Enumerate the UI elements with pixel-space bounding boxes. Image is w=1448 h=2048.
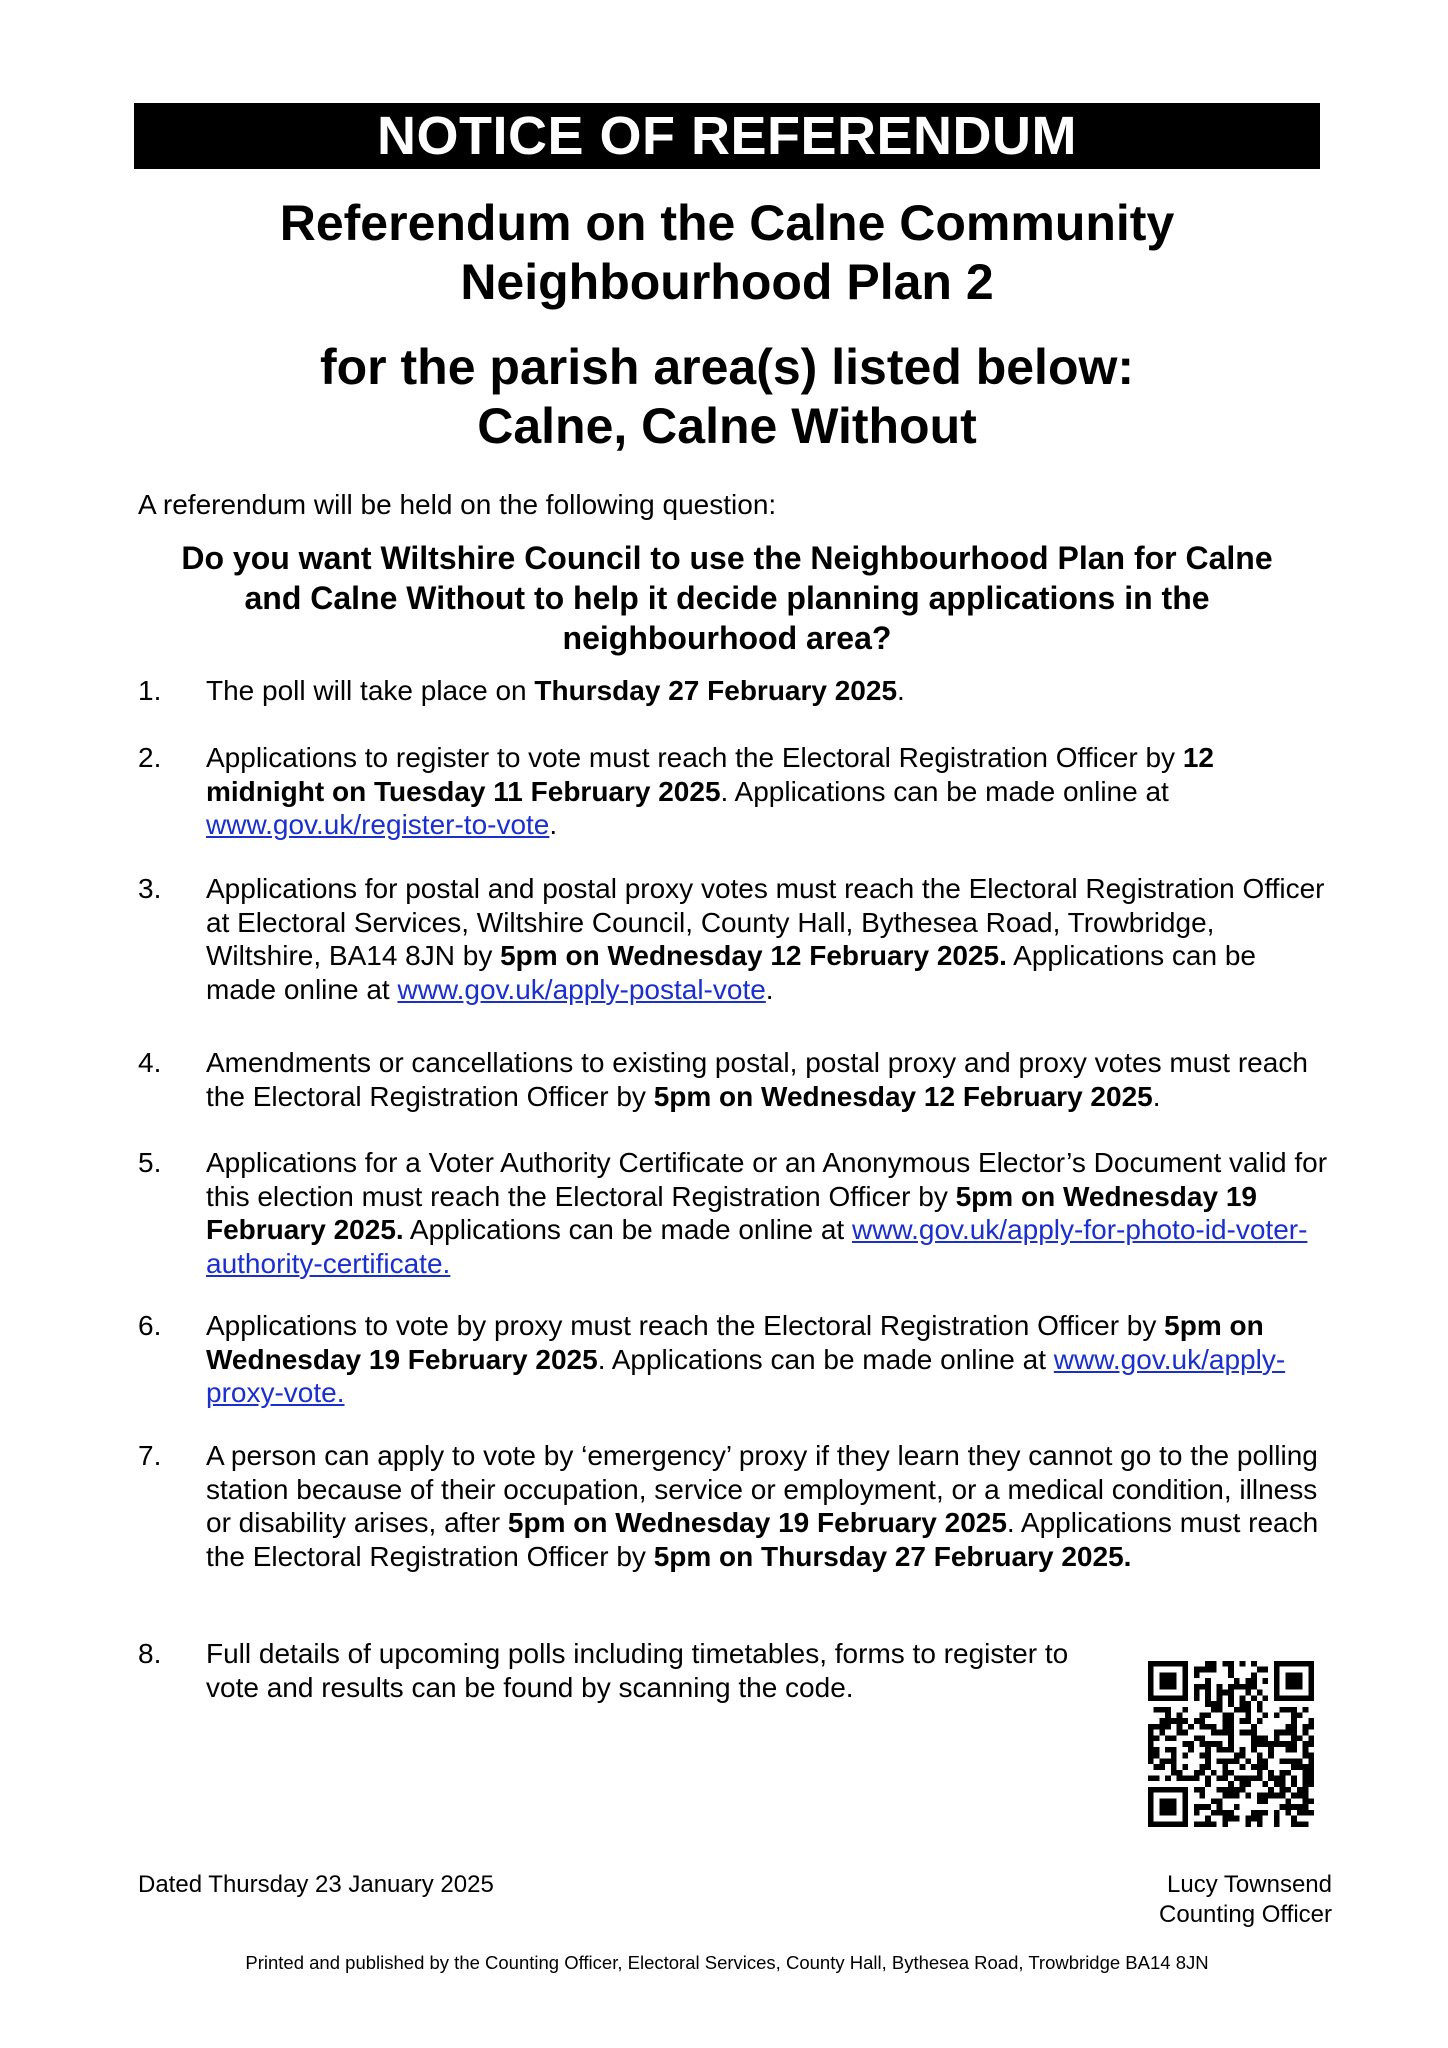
item-text: Applications to register to vote must reach the Electoral Registration Officer by 12 midnight on Tuesday 11 February 2025. Applications can be made online at www.gov.uk/register-to-vote. (206, 742, 1214, 840)
parish-line: for the parish area(s) listed below: (319, 339, 1135, 395)
intro-text: A referendum will be held on the following question: (138, 489, 777, 520)
parish-heading (134, 338, 1320, 456)
referendum-question (134, 538, 1320, 658)
item-number: 5. (138, 1147, 162, 1178)
item-number: 8. (138, 1638, 162, 1669)
notice-item-2 (138, 741, 1328, 842)
item-number: 4. (138, 1047, 162, 1078)
item-text: Amendments or cancellations to existing postal, postal proxy and proxy votes must reach the Electoral Registration Officer by 5pm on Wednesday 12 February 2025. (206, 1047, 1308, 1112)
notice-item-5 (138, 1146, 1328, 1280)
signature-role: Counting Officer (1159, 1901, 1332, 1928)
item-text: Applications for postal and postal proxy votes must reach the Electoral Registration Officer at Electoral Services, Wiltshire Council, County Hall, Bythesea Road, Trowbridge, Wiltshire, BA14 8JN by 5pm on Wednesday 12 February 2025. Applications can be made online at www.gov.uk/apply-postal-vote. (206, 873, 1325, 1005)
item-number: 1. (138, 675, 162, 706)
item-text: Applications for a Voter Authority Certificate or an Anonymous Elector’s Document valid for this election must reach the Electoral Registration Officer by 5pm on Wednesday 19 February 2025. Applications can be made online at www.gov.uk/apply-for-photo-id-voter-authority-certificate. (206, 1147, 1328, 1279)
item-number: 3. (138, 873, 162, 904)
item-number: 7. (138, 1440, 162, 1471)
apply-proxy-vote-link[interactable]: www.gov.uk/apply-proxy-vote. (206, 1343, 1286, 1408)
voter-authority-certificate-link[interactable]: www.gov.uk/apply-for-photo-id-voter-authority-certificate. (206, 1214, 1308, 1279)
question-line: neighbourhood area? (562, 620, 892, 656)
notice-item-3 (138, 872, 1328, 1006)
item-text: The poll will take place on Thursday 27 February 2025. (206, 675, 905, 706)
notice-item-7 (138, 1439, 1328, 1573)
item-number: 6. (138, 1310, 162, 1341)
signature-block (1159, 1870, 1332, 1930)
imprint-footer: Printed and published by the Counting Officer, Electoral Services, County Hall, Bythesea Road, Trowbridge BA14 8JN (245, 1952, 1209, 1973)
register-to-vote-link[interactable]: www.gov.uk/register-to-vote (206, 809, 550, 840)
parish-line: Calne, Calne Without (477, 398, 977, 454)
question-line: and Calne Without to help it decide planning applications in the (244, 580, 1210, 616)
notice-banner: NOTICE OF REFERENDUM (134, 103, 1320, 169)
title-line: Neighbourhood Plan 2 (460, 254, 994, 310)
notice-item-6 (138, 1309, 1328, 1410)
notice-item-8 (138, 1637, 1118, 1704)
notice-item-4 (138, 1046, 1328, 1113)
question-line: Do you want Wiltshire Council to use the Neighbourhood Plan for Calne (181, 540, 1273, 576)
item-text: Full details of upcoming polls including timetables, forms to register to vote and results can be found by scanning the code. (206, 1638, 1069, 1703)
item-text: A person can apply to vote by ‘emergency’ proxy if they learn they cannot go to the polling station because of their occupation, service or employment, or a medical condition, illness or disability arises, after 5pm on Wednesday 19 February 2025. Applications must reach the Electoral Registration Officer by 5pm on Thursday 27 February 2025. (206, 1440, 1319, 1572)
signature-name: Lucy Townsend (1167, 1871, 1332, 1898)
referendum-title (134, 194, 1320, 312)
notice-item-1 (138, 674, 1328, 708)
title-line: Referendum on the Calne Community (279, 195, 1175, 251)
qr-code-image[interactable] (1148, 1661, 1314, 1827)
item-number: 2. (138, 742, 162, 773)
apply-postal-vote-link[interactable]: www.gov.uk/apply-postal-vote (397, 973, 766, 1005)
dated-line: Dated Thursday 23 January 2025 (138, 1871, 494, 1898)
item-text: Applications to vote by proxy must reach the Electoral Registration Officer by 5pm on Wednesday 19 February 2025. Applications can be made online at www.gov.uk/apply-proxy-vote. (206, 1310, 1286, 1408)
